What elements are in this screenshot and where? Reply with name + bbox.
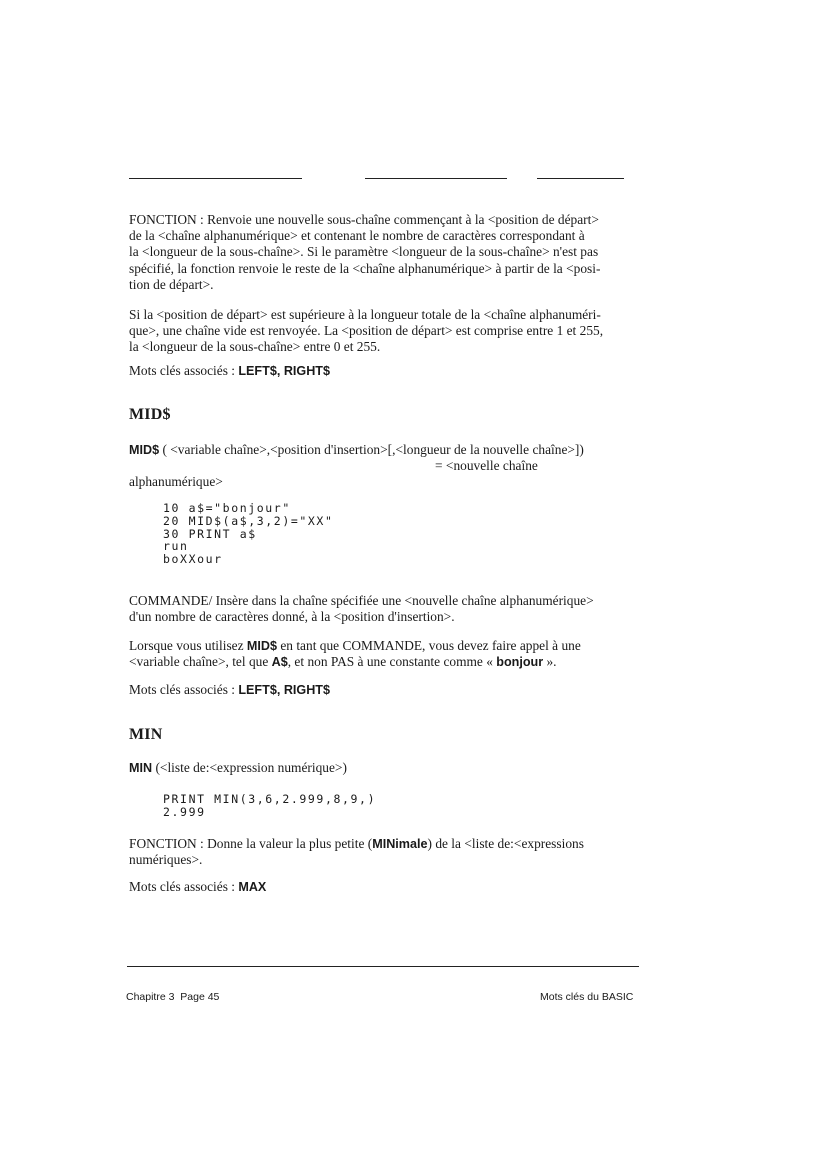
desc-line-3: la <longueur de la sous-chaîne>. Si le paramètre <longueur de la sous-chaîne> n'est pas <box>129 244 599 260</box>
related-keywords-3 <box>129 879 641 895</box>
range-line-2: que>, une chaîne vide est renvoyée. La <position de départ> est comprise entre 1 et 255, <box>129 323 604 339</box>
usage-text-b: en tant que COMMANDE, vous devez faire appel à une <box>277 638 581 653</box>
mid-cmd-line-2: d'un nombre de caractères donné, à la <position d'insertion>. <box>129 609 455 625</box>
min-desc-b: ) de la <liste de:<expressions <box>427 836 584 851</box>
usage-keyword-mid: MID$ <box>246 639 277 653</box>
min-syntax <box>129 760 641 776</box>
mid-cmd-line-1: COMMANDE/ Insère dans la chaîne spécifiée une <nouvelle chaîne alphanumérique> <box>129 593 594 608</box>
usage-text-e: ». <box>543 654 557 670</box>
min-function-description <box>129 836 641 868</box>
desc-line-5: tion de départ>. <box>129 276 214 292</box>
min-desc-c: numériques>. <box>129 852 203 868</box>
mid-heading-block <box>129 406 641 424</box>
usage-text-a: Lorsque vous utilisez <box>129 638 247 653</box>
mid-code-example <box>163 502 675 566</box>
mid-usage-note <box>129 638 641 670</box>
bottom-rule <box>127 966 639 967</box>
min-desc-a: FONCTION : Donne la valeur la plus petite ( <box>129 836 373 851</box>
related-keywords-2-list: LEFT$, RIGHT$ <box>238 683 331 697</box>
min-syntax-keyword: MIN <box>129 761 153 775</box>
function-description <box>129 212 641 293</box>
top-rule-right <box>537 178 624 179</box>
min-heading: MIN <box>129 726 163 743</box>
related-keywords-2 <box>129 682 641 698</box>
min-heading-block <box>129 726 641 744</box>
usage-text-d: , et non PAS à une constante comme « <box>287 654 497 670</box>
min-code: PRINT MIN(3,6,2.999,8,9,) 2.999 <box>163 792 377 819</box>
mid-syntax-keyword: MID$ <box>129 443 160 457</box>
range-description <box>129 307 641 356</box>
related-keywords-1 <box>129 363 641 379</box>
mid-heading: MID$ <box>129 406 171 423</box>
desc-line-1: FONCTION : Renvoie une nouvelle sous-chaîne commençant à la <position de départ> <box>129 212 599 227</box>
desc-line-4: spécifié, la fonction renvoie le reste de la <chaîne alphanumérique> à partir de la <posi- <box>129 260 601 276</box>
mid-syntax-args: ( <variable chaîne>,<position d'insertion>[,<longueur de la nouvelle chaîne>]) <box>159 442 584 457</box>
min-desc-keyword: MINimale <box>372 837 428 851</box>
related-keywords: LEFT$, RIGHT$ <box>238 364 331 378</box>
top-rule-left <box>129 178 302 179</box>
top-rule-middle <box>365 178 507 179</box>
footer-right: Mots clés du BASIC <box>540 991 634 1003</box>
mid-syntax-tail: alphanumérique> <box>129 474 223 490</box>
mid-syntax-eq: = <nouvelle chaîne <box>435 458 538 474</box>
desc-line-2: de la <chaîne alphanumérique> et contenant le nombre de caractères correspondant à <box>129 228 585 244</box>
related-prefix: Mots clés associés : <box>129 363 239 378</box>
usage-text-c: <variable chaîne>, tel que <box>129 654 272 670</box>
range-line-3: la <longueur de la sous-chaîne> entre 0 et 255. <box>129 339 381 355</box>
related-keywords-3-list: MAX <box>238 880 267 894</box>
related-prefix-3: Mots clés associés : <box>129 879 239 894</box>
usage-keyword-bonjour: bonjour <box>496 655 544 670</box>
range-line-1: Si la <position de départ> est supérieure à la longueur totale de la <chaîne alphanuméri- <box>129 307 601 322</box>
min-code-example <box>163 793 675 819</box>
usage-keyword-a: A$ <box>271 655 288 670</box>
footer-left: Chapitre 3 Page 45 <box>126 991 220 1003</box>
related-prefix-2: Mots clés associés : <box>129 682 239 697</box>
mid-command-description <box>129 593 641 625</box>
mid-code: 10 a$="bonjour" 20 MID$(a$,3,2)="XX" 30 PRINT a$ run boXXour <box>163 501 334 567</box>
min-syntax-args: (<liste de:<expression numérique>) <box>152 760 347 775</box>
mid-syntax <box>129 442 649 491</box>
